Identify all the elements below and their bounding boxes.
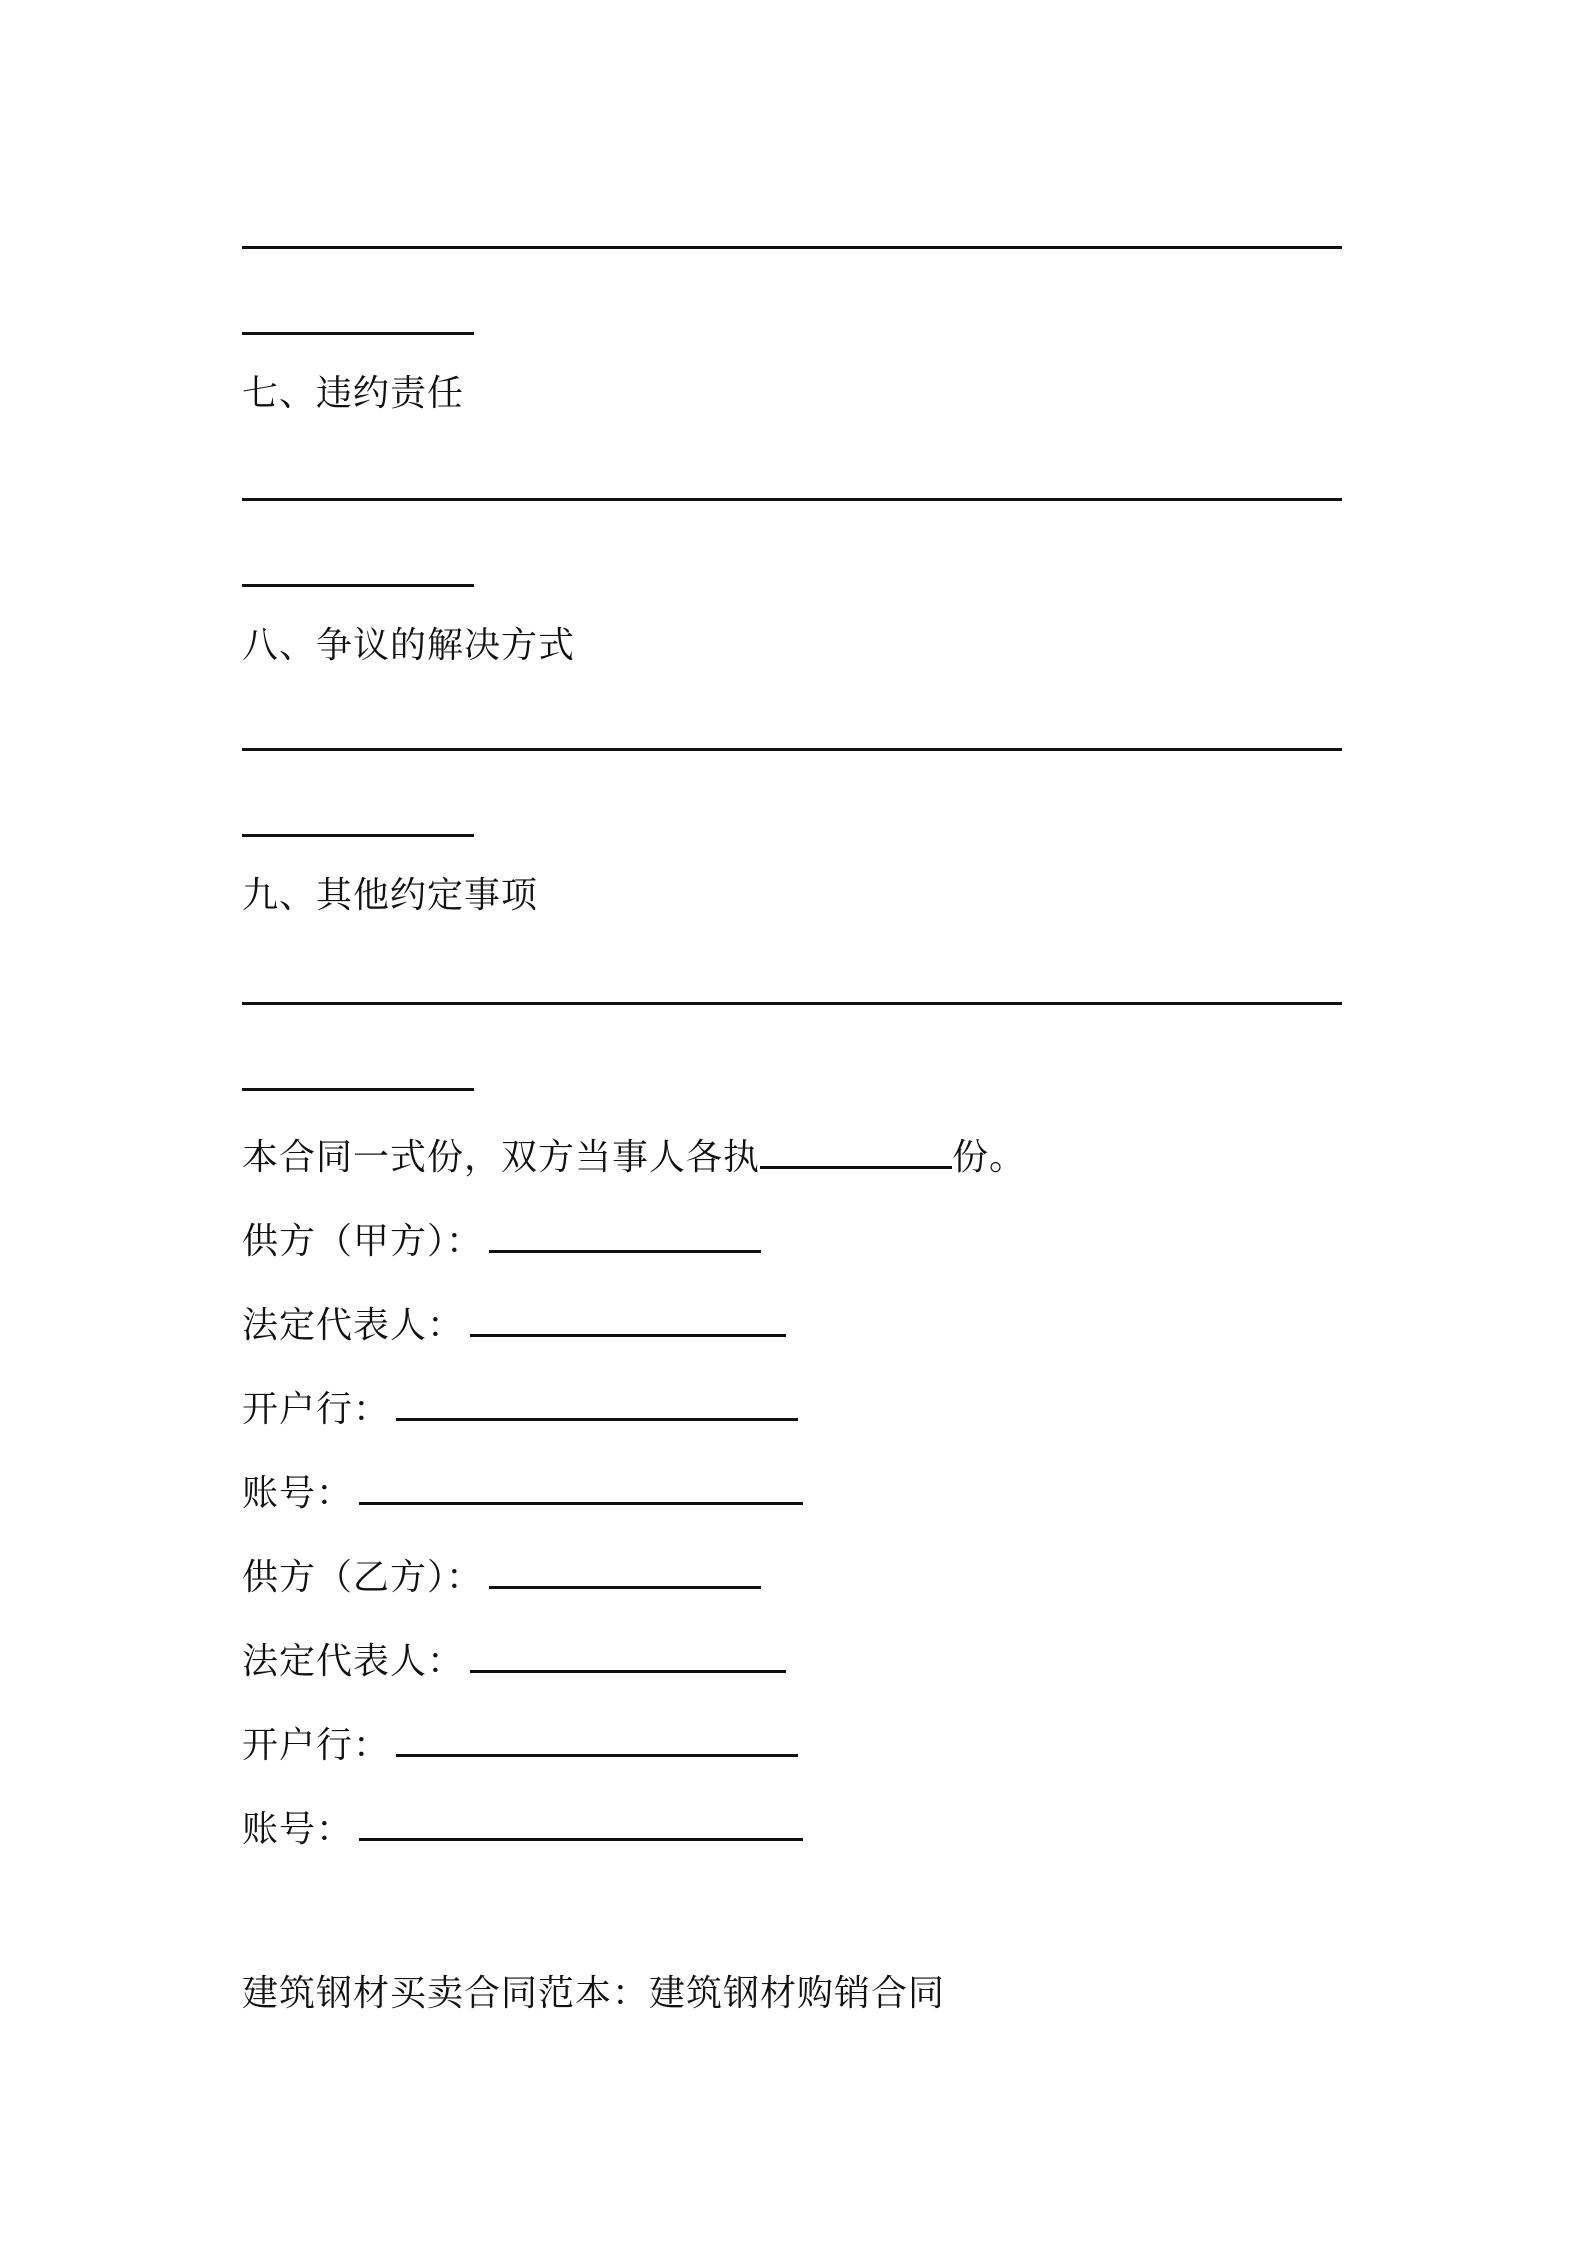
party-b-legal-rep-blank[interactable] <box>470 1636 786 1673</box>
party-a-legal-rep-label: 法定代表人： <box>242 1305 465 1346</box>
party-b-bank-label: 开户行： <box>242 1725 391 1766</box>
fill-line-short <box>242 332 474 335</box>
section-heading-8: 八、争议的解决方式 <box>242 625 576 666</box>
party-a-bank-blank[interactable] <box>396 1384 798 1421</box>
party-b-account-label: 账号： <box>242 1809 354 1850</box>
party-a-bank-field <box>242 1384 798 1428</box>
fill-line-long <box>242 246 1342 249</box>
party-a-legal-rep-blank[interactable] <box>470 1300 786 1337</box>
fill-line-long <box>242 498 1342 501</box>
party-a-account-label: 账号： <box>242 1473 354 1514</box>
party-a-supplier-label: 供方（甲方）： <box>242 1221 484 1262</box>
fill-line-short <box>242 1088 474 1091</box>
party-b-bank-field <box>242 1720 798 1764</box>
party-a-legal-rep-field <box>242 1300 786 1344</box>
party-a-account-blank[interactable] <box>359 1468 803 1505</box>
fill-line-short <box>242 834 474 837</box>
party-b-supplier-field <box>242 1552 761 1596</box>
party-a-supplier-field <box>242 1216 761 1260</box>
copies-statement <box>242 1132 1026 1180</box>
copies-prefix: 本合同一式份，双方当事人各执 <box>242 1137 761 1178</box>
fill-line-long <box>242 748 1342 751</box>
fill-line-short <box>242 584 474 587</box>
party-a-supplier-blank[interactable] <box>489 1216 761 1253</box>
footer-document-title: 建筑钢材买卖合同范本：建筑钢材购销合同 <box>242 1973 946 2014</box>
fill-line-long <box>242 1002 1342 1005</box>
party-b-legal-rep-label: 法定代表人： <box>242 1641 465 1682</box>
section-heading-9: 九、其他约定事项 <box>242 875 539 916</box>
party-b-account-blank[interactable] <box>359 1804 803 1841</box>
party-b-account-field <box>242 1804 803 1848</box>
party-a-bank-label: 开户行： <box>242 1389 391 1430</box>
party-a-account-field <box>242 1468 803 1512</box>
copies-suffix: 份。 <box>952 1137 1027 1178</box>
party-b-supplier-blank[interactable] <box>489 1552 761 1589</box>
party-b-legal-rep-field <box>242 1636 786 1680</box>
party-b-bank-blank[interactable] <box>396 1720 798 1757</box>
copies-count-blank[interactable] <box>760 1132 952 1169</box>
party-b-supplier-label: 供方（乙方）： <box>242 1557 484 1598</box>
section-heading-7: 七、违约责任 <box>242 373 465 414</box>
